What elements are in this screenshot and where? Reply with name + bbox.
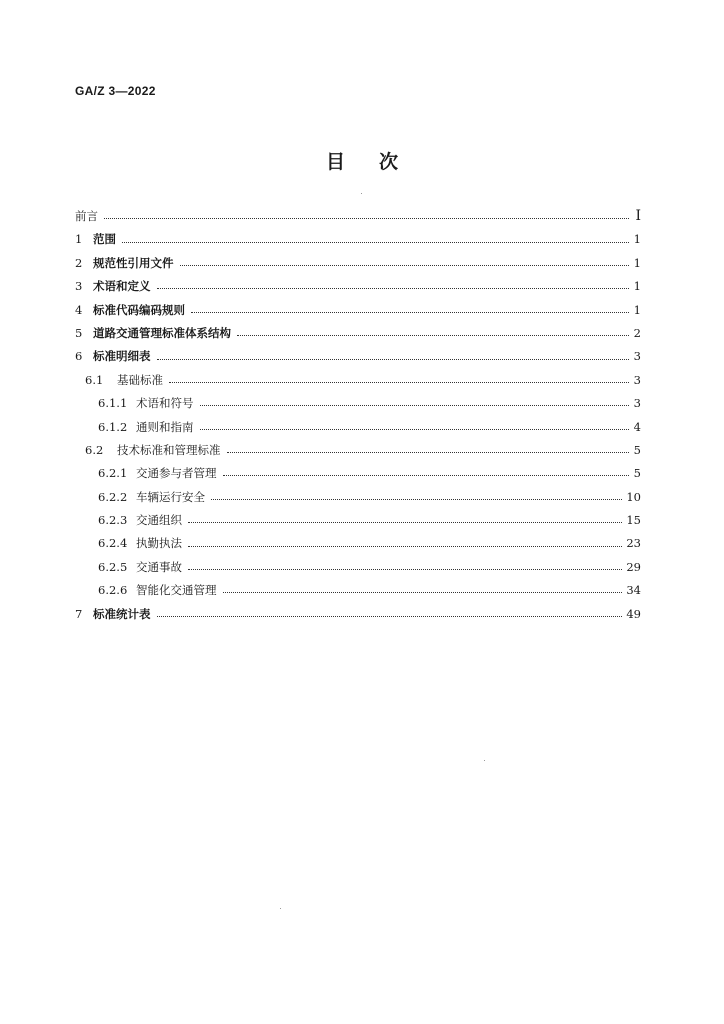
toc-leader-dots — [223, 475, 630, 476]
toc-title-char-2: 次 — [379, 151, 399, 173]
toc-entry-6-2-6[interactable] — [75, 579, 641, 602]
toc-entry-label: 术语和定义 — [93, 279, 151, 294]
toc-entry-page: 1 — [633, 232, 641, 247]
toc-entry-label: 前言 — [75, 209, 98, 223]
toc-entry-7[interactable] — [75, 603, 641, 626]
toc-leader-dots — [200, 405, 630, 406]
toc-entry-number: 2 — [75, 255, 83, 270]
toc-entry-6-1-1[interactable] — [75, 392, 641, 415]
toc-entry-label: 交通组织 — [136, 513, 182, 528]
toc-entry-label: 术语和符号 — [136, 396, 194, 411]
toc-entry-label: 通则和指南 — [136, 419, 194, 434]
toc-entry-number: 6.2.3 — [98, 513, 128, 528]
toc-entry-number: 6.2.2 — [98, 489, 128, 504]
toc-entry-page: 15 — [626, 513, 641, 528]
toc-entry-number: 6 — [75, 349, 83, 364]
toc-entry-page: 1 — [633, 255, 641, 270]
toc-entry-label: 交通事故 — [136, 559, 182, 574]
toc-leader-dots — [180, 265, 630, 266]
toc-title-char-1: 目 — [325, 151, 345, 173]
toc-title — [0, 147, 724, 174]
toc-entry-label: 技术标准和管理标准 — [117, 442, 221, 457]
toc-entry-label: 标准代码编码规则 — [93, 302, 185, 317]
toc-entry-6-2-3[interactable] — [75, 509, 641, 532]
toc-entry-label: 标准统计表 — [93, 606, 151, 621]
toc-leader-dots — [211, 499, 622, 500]
toc-entry-label: 规范性引用文件 — [93, 255, 174, 270]
toc-entry-page: 1 — [633, 302, 641, 317]
toc-entry-label: 道路交通管理标准体系结构 — [93, 325, 231, 340]
toc-leader-dots — [227, 452, 630, 453]
toc-entry-6-2-2[interactable] — [75, 486, 641, 509]
toc-entry-label: 交通参与者管理 — [136, 466, 217, 481]
toc-entry-number: 6.2.1 — [98, 466, 128, 481]
toc-leader-dots — [223, 592, 623, 593]
toc-entry-2[interactable] — [75, 252, 641, 275]
toc-entry-label: 标准明细表 — [93, 349, 151, 364]
toc-leader-dots — [169, 382, 629, 383]
toc-entry-number: 6.2 — [85, 442, 104, 457]
toc-entry-3[interactable] — [75, 275, 641, 298]
toc-entry-number: 6.1 — [85, 372, 104, 387]
toc-entry-label: 车辆运行安全 — [136, 489, 205, 504]
toc-entry-6-1-2[interactable] — [75, 416, 641, 439]
toc-entry-page: 4 — [633, 419, 641, 434]
toc-entry-number: 6.2.6 — [98, 583, 128, 598]
toc-entry-label: 智能化交通管理 — [136, 583, 217, 598]
toc-entry-6-2[interactable] — [75, 439, 641, 462]
toc-leader-dots — [191, 312, 629, 313]
toc-entry-page: 5 — [633, 466, 641, 481]
toc-entry-page: 34 — [626, 583, 641, 598]
toc-entry-page: 3 — [633, 372, 641, 387]
table-of-contents — [75, 205, 641, 626]
toc-entry-page: 23 — [626, 536, 641, 551]
toc-leader-dots — [122, 242, 629, 243]
toc-entry-number: 6.1.2 — [98, 419, 128, 434]
toc-leader-dots — [157, 288, 630, 289]
toc-leader-dots — [157, 616, 623, 617]
scan-speck — [280, 908, 281, 909]
toc-entry-6-2-4[interactable] — [75, 532, 641, 555]
toc-entry-6-1[interactable] — [75, 369, 641, 392]
toc-entry-number: 5 — [75, 325, 83, 340]
toc-entry-page: 3 — [633, 349, 641, 364]
toc-entry-4[interactable] — [75, 299, 641, 322]
toc-entry-5[interactable] — [75, 322, 641, 345]
toc-entry-page: 49 — [626, 606, 641, 621]
toc-leader-dots — [188, 546, 622, 547]
toc-entry-label: 基础标准 — [117, 372, 163, 387]
toc-entry-label: 执勤执法 — [136, 536, 182, 551]
document-code: GA/Z 3—2022 — [75, 84, 156, 98]
toc-leader-dots — [104, 218, 629, 219]
toc-entry-1[interactable] — [75, 228, 641, 251]
toc-entry-number: 7 — [75, 606, 83, 621]
toc-entry-number: 6.2.5 — [98, 559, 128, 574]
toc-entry-number: 6.1.1 — [98, 396, 128, 411]
toc-entry-6[interactable] — [75, 345, 641, 368]
toc-leader-dots — [237, 335, 629, 336]
toc-entry-page: 2 — [633, 325, 641, 340]
toc-leader-dots — [157, 359, 630, 360]
toc-leader-dots — [188, 522, 622, 523]
scan-speck — [484, 760, 485, 761]
toc-entry-page: 1 — [633, 279, 641, 294]
toc-leader-dots — [200, 429, 630, 430]
scan-speck — [361, 193, 362, 194]
toc-entry-page: Ⅰ — [635, 209, 641, 224]
toc-leader-dots — [188, 569, 622, 570]
toc-entry-6-2-5[interactable] — [75, 556, 641, 579]
toc-entry-number: 3 — [75, 279, 83, 294]
toc-entry-number: 1 — [75, 232, 83, 247]
toc-entry-number: 6.2.4 — [98, 536, 128, 551]
toc-entry-page: 29 — [626, 559, 641, 574]
toc-entry-page: 10 — [626, 489, 641, 504]
toc-entry-page: 3 — [633, 396, 641, 411]
toc-entry-foreword[interactable] — [75, 205, 641, 228]
toc-entry-label: 范围 — [93, 232, 116, 247]
toc-entry-number: 4 — [75, 302, 83, 317]
toc-entry-6-2-1[interactable] — [75, 462, 641, 485]
toc-entry-page: 5 — [633, 442, 641, 457]
